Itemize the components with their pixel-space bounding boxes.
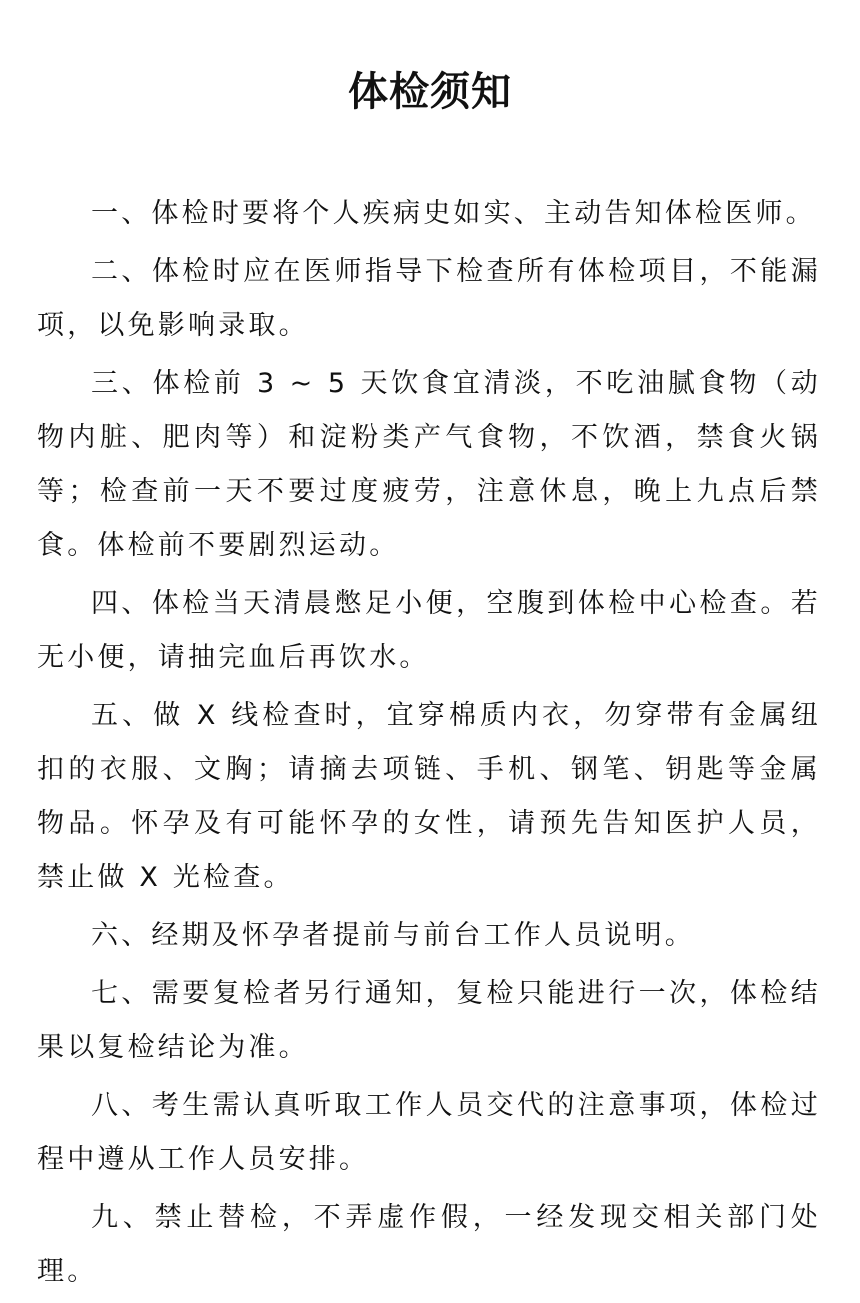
page-title: 体检须知 [348,68,512,115]
notice-item-6: 六、经期及怀孕者提前与前台工作人员说明。 [91,920,695,951]
notice-item-8: 八、考生需认真听取工作人员交代的注意事项，体检过程中遵从工作人员安排。 [37,1090,821,1175]
notice-item-5: 五、做 X 线检查时，宜穿棉质内衣，勿穿带有金属纽扣的衣服、文胸；请摘去项链、手机、钢笔、钥匙等金属物品。怀孕及有可能怀孕的女性，请预先告知医护人员，禁止做 X 光检查。 [37,700,821,893]
notice-item-1: 一、体检时要将个人疾病史如实、主动告知体检医师。 [91,198,816,229]
notice-item-2: 二、体检时应在医师指导下检查所有体检项目，不能漏项，以免影响录取。 [37,256,821,341]
notice-item-3: 三、体检前 3 ~ 5 天饮食宜清淡，不吃油腻食物（动物内脏、肥肉等）和淀粉类产气食物，不饮酒，禁食火锅等；检查前一天不要过度疲劳，注意休息，晚上九点后禁食。体检前不要剧烈运动。 [37,368,821,561]
notice-list [37,187,821,1303]
notice-item-7: 七、需要复检者另行通知，复检只能进行一次，体检结果以复检结论为准。 [37,978,821,1063]
notice-item-4: 四、体检当天清晨憋足小便，空腹到体检中心检查。若无小便，请抽完血后再饮水。 [37,588,821,673]
notice-item-9: 九、禁止替检，不弄虚作假，一经发现交相关部门处理。 [37,1202,821,1287]
